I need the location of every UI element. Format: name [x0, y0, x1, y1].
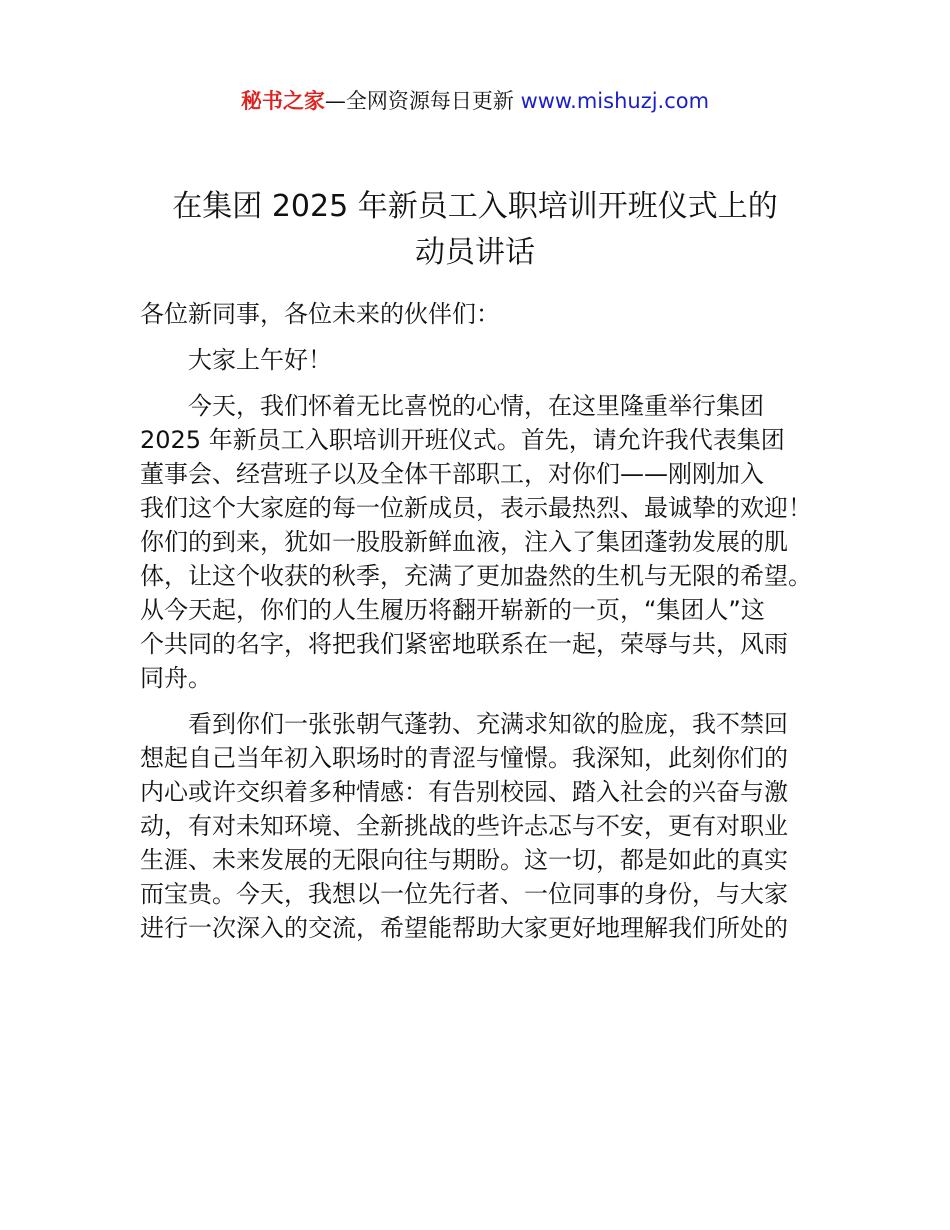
- greeting: 大家上午好！: [188, 346, 332, 374]
- paragraph-line: 你们的到来，犹如一股股新鲜血液，注入了集团蓬勃发展的肌: [140, 528, 788, 556]
- site-header: [0, 86, 950, 116]
- brand-name: 秘书之家: [240, 89, 325, 113]
- paragraph-line: 动，有对未知环境、全新挑战的些许忐忑与不安，更有对职业: [140, 812, 788, 840]
- paragraph-2: [140, 707, 820, 945]
- title-line-1: 在集团 2025 年新员工入职培训开班仪式上的: [172, 189, 778, 224]
- paragraph-line: 从今天起，你们的人生履历将翻开崭新的一页，“集团人”这: [140, 596, 765, 624]
- paragraph-line: 2025 年新员工入职培训开班仪式。首先，请允许我代表集团: [140, 426, 785, 454]
- paragraph-line: 生涯、未来发展的无限向往与期盼。这一切，都是如此的真实: [140, 846, 788, 874]
- paragraph-line: 今天，我们怀着无比喜悦的心情，在这里隆重举行集团: [188, 392, 764, 420]
- paragraph-line: 看到你们一张张朝气蓬勃、充满求知欲的脸庞，我不禁回: [188, 710, 788, 738]
- paragraph-line: 个共同的名字，将把我们紧密地联系在一起，荣辱与共，风雨: [140, 630, 788, 658]
- document-body: [140, 297, 820, 957]
- paragraph-line: 我们这个大家庭的每一位新成员，表示最热烈、最诚挚的欢迎！: [140, 494, 812, 522]
- paragraph-line: 而宝贵。今天，我想以一位先行者、一位同事的身份，与大家: [140, 880, 788, 908]
- paragraph-line: 同舟。: [140, 664, 212, 692]
- paragraph-line: 体，让这个收获的秋季，充满了更加盎然的生机与无限的希望。: [140, 562, 812, 590]
- paragraph-1: [140, 389, 820, 695]
- paragraph-line: 内心或许交织着多种情感：有告别校园、踏入社会的兴奋与激: [140, 778, 788, 806]
- paragraph-line: 进行一次深入的交流，希望能帮助大家更好地理解我们所处的: [140, 914, 788, 942]
- salutation: 各位新同事，各位未来的伙伴们：: [140, 300, 500, 328]
- document-title: [90, 184, 860, 276]
- paragraph-line: 董事会、经营班子以及全体干部职工，对你们——刚刚加入: [140, 460, 764, 488]
- header-tagline: —全网资源每日更新: [324, 89, 521, 113]
- site-url[interactable]: www.mishuzj.com: [520, 89, 710, 113]
- title-line-2: 动员讲话: [415, 235, 535, 270]
- paragraph-line: 想起自己当年初入职场时的青涩与憧憬。我深知，此刻你们的: [140, 744, 788, 772]
